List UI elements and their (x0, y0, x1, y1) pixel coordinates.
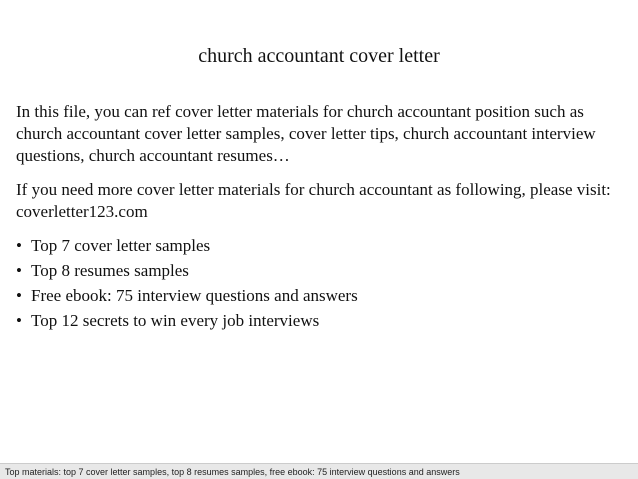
list-item-label: Free ebook: 75 interview questions and answers (31, 286, 358, 305)
slide-content (16, 101, 622, 335)
bullet-icon: • (16, 286, 22, 305)
footer-bar (0, 463, 638, 479)
list-item-label: Top 8 resumes samples (31, 261, 189, 280)
slide-title: church accountant cover letter (198, 45, 440, 67)
bullet-icon: • (16, 236, 22, 255)
list-item (16, 310, 622, 332)
list-item-label: Top 12 secrets to win every job interviews (31, 311, 320, 330)
intro-paragraph: In this file, you can ref cover letter materials for church accountant position such as church accountant cover letter samples, cover letter tips, church accountant interview questions, church accountant resumes… (16, 102, 596, 165)
list-item-label: Top 7 cover letter samples (31, 236, 211, 255)
more-info-paragraph: If you need more cover letter materials for church accountant as following, please visit: coverletter123.com (16, 180, 611, 221)
bullet-icon: • (16, 311, 22, 330)
bullet-icon: • (16, 261, 22, 280)
list-item (16, 285, 622, 307)
footer-text: Top materials: top 7 cover letter samples, top 8 resumes samples, free ebook: 75 interview questions and answers (5, 467, 460, 477)
list-item (16, 235, 622, 257)
materials-list (16, 235, 622, 332)
list-item (16, 260, 622, 282)
